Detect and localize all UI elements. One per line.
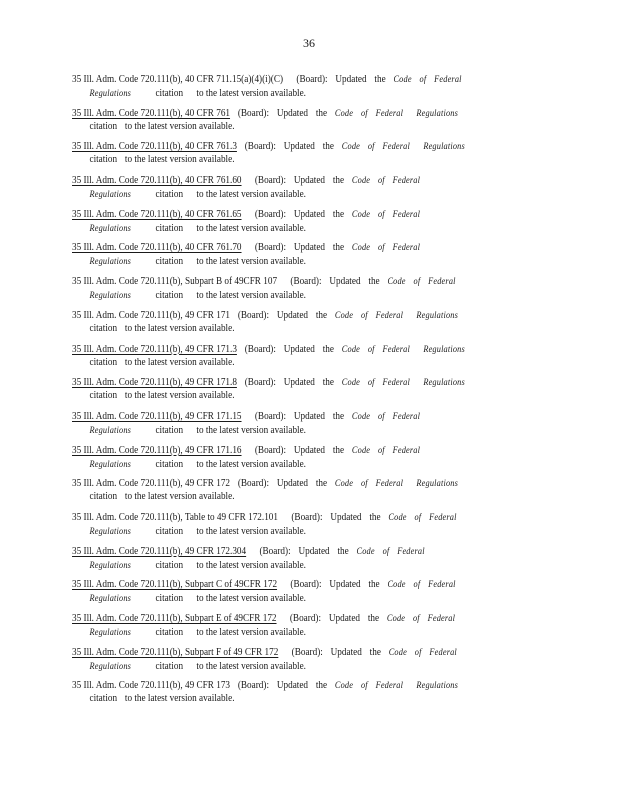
- federal-word: Federal: [427, 613, 456, 623]
- board-label: (Board):: [244, 377, 276, 389]
- the-label: the: [369, 646, 381, 658]
- list-item: [72, 443, 504, 477]
- regulations-word: Regulations: [89, 458, 132, 469]
- board-label: (Board):: [296, 74, 328, 85]
- code-word: Code: [334, 309, 354, 320]
- citation-reference: 35 Ill. Adm. Code 720.111(b), 40 CFR 761: [72, 107, 231, 119]
- list-item: [72, 544, 504, 578]
- citation-word: citation: [155, 559, 184, 571]
- list-item: [72, 375, 504, 409]
- regulations-word: Regulations: [416, 680, 459, 691]
- federal-word: Federal: [392, 175, 421, 186]
- citation-word: citation: [155, 458, 184, 470]
- list-item: [72, 577, 504, 611]
- latest-version-text: to the latest version available.: [124, 491, 235, 503]
- latest-version-text: to the latest version available.: [196, 256, 306, 268]
- code-word: Code: [334, 680, 354, 691]
- board-label: (Board):: [291, 511, 323, 523]
- latest-version-text: to the latest version available.: [196, 559, 306, 571]
- of-word: of: [377, 208, 385, 219]
- regulations-word: Regulations: [89, 189, 132, 200]
- updated-label: Updated: [276, 107, 309, 119]
- updated-label: Updated: [276, 680, 309, 692]
- citation-word: citation: [89, 154, 118, 166]
- code-word: Code: [393, 74, 412, 84]
- latest-version-text: to the latest version available.: [124, 322, 235, 334]
- latest-version-text: to the latest version available.: [196, 458, 306, 470]
- board-label: (Board):: [259, 545, 291, 557]
- board-label: (Board):: [244, 141, 276, 153]
- updated-label: Updated: [293, 410, 326, 422]
- latest-version-text: to the latest version available.: [196, 290, 306, 302]
- citation-word: citation: [89, 390, 118, 402]
- code-word: Code: [387, 579, 406, 590]
- of-word: of: [413, 579, 421, 590]
- page-number: 36: [303, 36, 315, 50]
- regulations-word: Regulations: [416, 478, 459, 489]
- citation-word: citation: [89, 491, 118, 503]
- latest-version-text: to the latest version available.: [124, 154, 235, 166]
- of-word: of: [360, 680, 368, 691]
- code-word: Code: [386, 613, 406, 623]
- citation-reference: 35 Ill. Adm. Code 720.111(b), Subpart B of 49CFR 107: [72, 276, 278, 288]
- citation-word: citation: [155, 593, 184, 605]
- citation-word: citation: [89, 356, 118, 368]
- the-label: the: [315, 478, 328, 490]
- the-label: the: [332, 175, 345, 187]
- federal-word: Federal: [428, 276, 456, 287]
- code-word: Code: [356, 545, 375, 556]
- of-word: of: [367, 343, 375, 354]
- federal-word: Federal: [382, 343, 410, 354]
- citation-reference: 35 Ill. Adm. Code 720.111(b), 40 CFR 761.70: [72, 242, 242, 254]
- citation-word: citation: [89, 322, 118, 334]
- the-label: the: [315, 680, 328, 692]
- list-item: [72, 476, 504, 510]
- regulations-word: Regulations: [89, 525, 132, 536]
- latest-version-text: to the latest version available.: [124, 356, 235, 368]
- federal-word: Federal: [392, 444, 421, 455]
- latest-version-text: to the latest version available.: [196, 88, 306, 99]
- the-label: the: [374, 74, 386, 85]
- code-word: Code: [387, 276, 406, 287]
- updated-label: Updated: [329, 579, 361, 591]
- code-word: Code: [351, 444, 371, 455]
- citation-reference: 35 Ill. Adm. Code 720.111(b), 49 CFR 171.3: [72, 343, 237, 355]
- of-word: of: [413, 276, 421, 287]
- updated-label: Updated: [276, 309, 309, 321]
- code-word: Code: [341, 343, 361, 354]
- board-label: (Board):: [290, 276, 322, 288]
- code-word: Code: [351, 242, 371, 253]
- the-label: the: [368, 579, 380, 591]
- of-word: of: [367, 377, 375, 388]
- federal-word: Federal: [375, 107, 404, 118]
- list-item: [72, 611, 504, 645]
- citation-reference: 35 Ill. Adm. Code 720.111(b), 49 CFR 171: [72, 309, 231, 321]
- board-label: (Board):: [244, 343, 276, 355]
- the-label: the: [369, 511, 381, 523]
- the-label: the: [367, 613, 380, 624]
- updated-label: Updated: [298, 545, 330, 557]
- list-item: [72, 678, 504, 712]
- of-word: of: [414, 646, 422, 657]
- federal-word: Federal: [429, 511, 457, 522]
- the-label: the: [315, 107, 328, 119]
- citation-word: citation: [155, 222, 184, 234]
- latest-version-text: to the latest version available.: [124, 390, 235, 402]
- regulations-word: Regulations: [89, 222, 132, 233]
- citation-reference: 35 Ill. Adm. Code 720.111(b), 40 CFR 711.15(a)(4)(i)(C): [72, 74, 284, 85]
- the-label: the: [332, 410, 345, 422]
- federal-word: Federal: [382, 141, 410, 152]
- latest-version-text: to the latest version available.: [196, 627, 306, 638]
- citation-list: [72, 72, 542, 712]
- list-item: [72, 409, 504, 443]
- latest-version-text: to the latest version available.: [196, 593, 306, 605]
- regulations-word: Regulations: [89, 593, 132, 604]
- list-item: [72, 173, 504, 207]
- regulations-word: Regulations: [89, 88, 132, 98]
- citation-word: citation: [89, 693, 118, 705]
- citation-word: citation: [155, 256, 184, 268]
- code-word: Code: [334, 107, 354, 118]
- citation-word: citation: [155, 189, 184, 201]
- regulations-word: Regulations: [89, 290, 132, 301]
- board-label: (Board):: [291, 646, 323, 658]
- of-word: of: [412, 613, 420, 623]
- the-label: the: [322, 377, 334, 389]
- federal-word: Federal: [392, 208, 421, 219]
- federal-word: Federal: [375, 478, 404, 489]
- regulations-word: Regulations: [89, 627, 132, 637]
- of-word: of: [382, 545, 390, 556]
- citation-reference: 35 Ill. Adm. Code 720.111(b), 49 CFR 171.15: [72, 410, 242, 422]
- latest-version-text: to the latest version available.: [196, 424, 306, 436]
- citation-word: citation: [155, 627, 184, 638]
- latest-version-text: to the latest version available.: [196, 189, 306, 201]
- of-word: of: [377, 444, 385, 455]
- board-label: (Board):: [237, 309, 270, 321]
- of-word: of: [377, 410, 385, 421]
- board-label: (Board):: [290, 579, 322, 591]
- citation-reference: 35 Ill. Adm. Code 720.111(b), 49 CFR 172.304: [72, 545, 247, 557]
- of-word: of: [377, 175, 385, 186]
- updated-label: Updated: [293, 242, 326, 254]
- board-label: (Board):: [254, 208, 287, 220]
- the-label: the: [332, 208, 345, 220]
- updated-label: Updated: [283, 141, 315, 153]
- code-word: Code: [351, 175, 371, 186]
- board-label: (Board):: [254, 444, 287, 456]
- regulations-word: Regulations: [423, 343, 465, 354]
- code-word: Code: [341, 377, 361, 388]
- of-word: of: [360, 107, 368, 118]
- of-word: of: [419, 74, 427, 84]
- latest-version-text: to the latest version available.: [124, 120, 235, 132]
- citation-word: citation: [155, 525, 184, 537]
- the-label: the: [322, 343, 334, 355]
- citation-reference: 35 Ill. Adm. Code 720.111(b), 49 CFR 173: [72, 680, 231, 692]
- code-word: Code: [334, 478, 354, 489]
- the-label: the: [315, 309, 328, 321]
- the-label: the: [322, 141, 334, 153]
- federal-word: Federal: [397, 545, 425, 556]
- citation-reference: 35 Ill. Adm. Code 720.111(b), Subpart F of 49 CFR 172: [72, 646, 279, 658]
- the-label: the: [332, 242, 345, 254]
- updated-label: Updated: [330, 646, 362, 658]
- federal-word: Federal: [375, 309, 404, 320]
- updated-label: Updated: [293, 444, 326, 456]
- citation-reference: 35 Ill. Adm. Code 720.111(b), 40 CFR 761.65: [72, 208, 242, 220]
- citation-reference: 35 Ill. Adm. Code 720.111(b), 49 CFR 171.8: [72, 377, 237, 389]
- citation-reference: 35 Ill. Adm. Code 720.111(b), Table to 49 CFR 172.101: [72, 511, 279, 523]
- updated-label: Updated: [329, 276, 361, 288]
- code-word: Code: [351, 410, 371, 421]
- the-label: the: [337, 545, 349, 557]
- updated-label: Updated: [283, 343, 315, 355]
- list-item: [72, 308, 504, 342]
- latest-version-text: to the latest version available.: [196, 222, 306, 234]
- latest-version-text: to the latest version available.: [196, 660, 306, 672]
- board-label: (Board):: [254, 410, 287, 422]
- citation-reference: 35 Ill. Adm. Code 720.111(b), Subpart C of 49CFR 172: [72, 579, 278, 591]
- board-label: (Board):: [237, 107, 270, 119]
- latest-version-text: to the latest version available.: [124, 693, 235, 705]
- citation-word: citation: [155, 424, 184, 436]
- citation-word: citation: [155, 290, 184, 302]
- list-item: [72, 274, 504, 308]
- board-label: (Board):: [254, 175, 287, 187]
- board-label: (Board):: [237, 478, 270, 490]
- citation-word: citation: [155, 660, 184, 672]
- board-label: (Board):: [237, 680, 270, 692]
- regulations-word: Regulations: [423, 377, 465, 388]
- of-word: of: [360, 309, 368, 320]
- latest-version-text: to the latest version available.: [196, 525, 306, 537]
- federal-word: Federal: [428, 579, 456, 590]
- citation-word: citation: [89, 120, 118, 132]
- regulations-word: Regulations: [89, 559, 132, 570]
- code-word: Code: [341, 141, 361, 152]
- federal-word: Federal: [382, 377, 410, 388]
- updated-label: Updated: [276, 478, 309, 490]
- regulations-word: Regulations: [416, 309, 459, 320]
- citation-reference: 35 Ill. Adm. Code 720.111(b), 49 CFR 172: [72, 478, 231, 490]
- updated-label: Updated: [330, 511, 362, 523]
- citation-reference: 35 Ill. Adm. Code 720.111(b), 40 CFR 761.60: [72, 175, 242, 187]
- federal-word: Federal: [429, 646, 457, 657]
- regulations-word: Regulations: [416, 107, 459, 118]
- federal-word: Federal: [392, 242, 421, 253]
- citation-word: citation: [155, 88, 184, 99]
- regulations-word: Regulations: [89, 660, 132, 671]
- list-item: [72, 139, 504, 173]
- the-label: the: [368, 276, 380, 288]
- federal-word: Federal: [375, 680, 404, 691]
- list-item: [72, 207, 504, 241]
- code-word: Code: [388, 646, 407, 657]
- list-item: [72, 645, 504, 679]
- list-item: [72, 240, 504, 274]
- updated-label: Updated: [283, 377, 315, 389]
- citation-reference: 35 Ill. Adm. Code 720.111(b), 49 CFR 171.16: [72, 444, 242, 456]
- citation-reference: 35 Ill. Adm. Code 720.111(b), Subpart E of 49CFR 172: [72, 613, 277, 624]
- regulations-word: Regulations: [89, 424, 132, 435]
- the-label: the: [332, 444, 345, 456]
- updated-label: Updated: [293, 208, 326, 220]
- of-word: of: [377, 242, 385, 253]
- updated-label: Updated: [328, 613, 361, 624]
- of-word: of: [360, 478, 368, 489]
- regulations-word: Regulations: [423, 141, 465, 152]
- updated-label: Updated: [293, 175, 326, 187]
- federal-word: Federal: [392, 410, 421, 421]
- list-item: [72, 106, 504, 140]
- board-label: (Board):: [289, 613, 322, 624]
- regulations-word: Regulations: [89, 256, 132, 267]
- list-item: [72, 342, 504, 376]
- federal-word: Federal: [434, 74, 462, 84]
- citation-reference: 35 Ill. Adm. Code 720.111(b), 40 CFR 761.3: [72, 141, 237, 153]
- code-word: Code: [388, 511, 407, 522]
- list-item: [72, 72, 504, 106]
- board-label: (Board):: [254, 242, 287, 254]
- of-word: of: [367, 141, 375, 152]
- code-word: Code: [351, 208, 371, 219]
- updated-label: Updated: [335, 74, 367, 85]
- of-word: of: [414, 511, 422, 522]
- list-item: [72, 510, 504, 544]
